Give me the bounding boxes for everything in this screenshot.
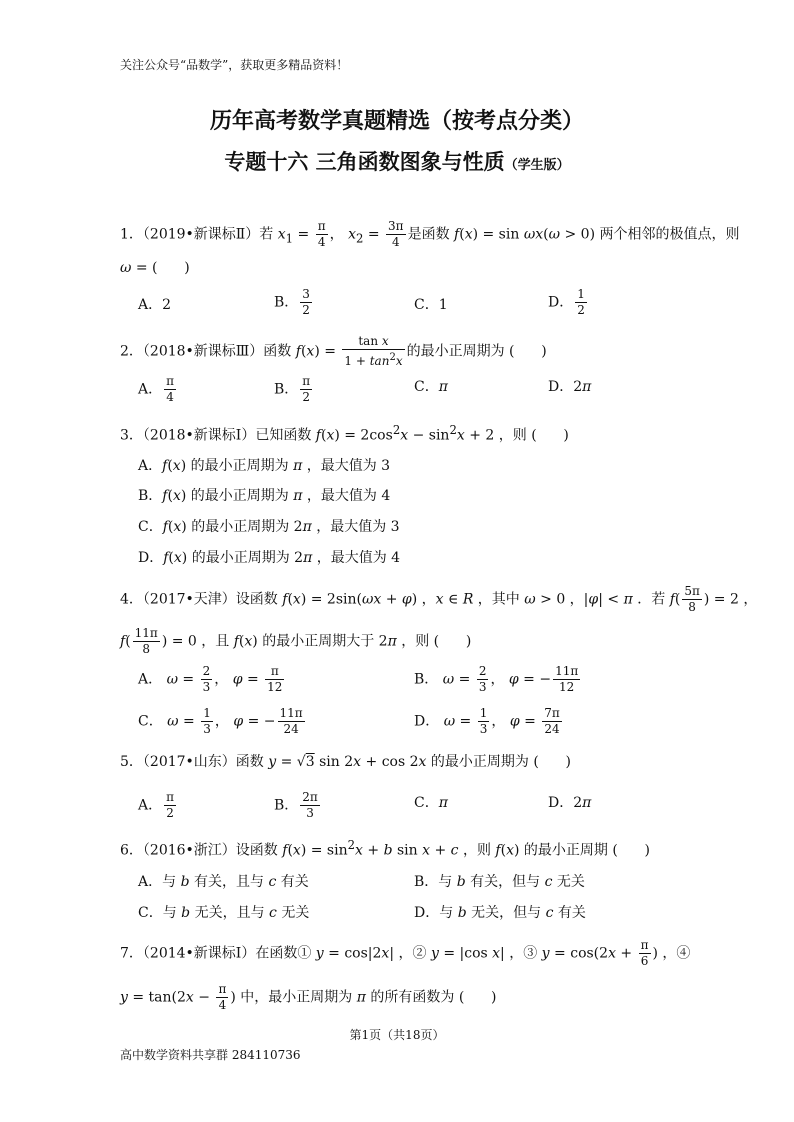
q2-option-c: C．π: [414, 379, 448, 395]
subtitle-tag: （学生版）: [504, 158, 570, 173]
q3-option-d: D．f(x) 的最小正周期为 2π ，最大值为 4: [138, 550, 401, 566]
q6-option-c: C．与 b 无关，且与 c 无关: [138, 905, 310, 921]
q6-option-d: D．与 b 无关，但与 c 有关: [414, 905, 586, 921]
header-note: 关注公众号“品数学”，获取更多精品资料！: [120, 58, 349, 72]
q1-option-c: C．1: [414, 297, 448, 313]
q6-option-b: B．与 b 有关，但与 c 无关: [414, 874, 585, 890]
q1-option-d: D． $\frac{1}{2}$: [548, 287, 585, 317]
subtitle-text: 专题十六 三角函数图象与性质: [224, 150, 505, 174]
page-number: 第1页（共18页）: [349, 1028, 445, 1042]
question-1-stem-cont: ω = ( ): [120, 260, 190, 276]
q2-option-a: A． $\frac{\pi}{4}$: [138, 374, 175, 404]
question-6-stem: 6．（2016•浙江）设函数 $f(x) = \sin^2x + b$ sin x + c ，则 f(x) 的最小正周期 ( ): [120, 838, 650, 859]
q2-option-b: B． $\frac{\pi}{2}$: [274, 374, 311, 404]
q6-option-a: A．与 b 有关，且与 c 有关: [138, 874, 309, 890]
q4-option-b: B． ω = $\frac{2}{3}$ ， φ = − $\frac{11\pi}{12}$: [414, 664, 579, 694]
question-4-stem: 4．（2017•天津）设函数 f(x) = 2sin(ωx + φ) ，x ∈ R ，其中 ω > 0 ，|φ| < π ．若 f( $\frac{5\pi}{8}$ ) = 2 ，: [120, 584, 758, 614]
q4-option-d: D． ω = $\frac{1}{3}$ ， φ = $\frac{7\pi}{24}$: [414, 706, 560, 736]
q3-option-c: C．f(x) 的最小正周期为 2π ，最大值为 3: [138, 519, 400, 535]
document-subtitle: [0, 146, 794, 176]
q5-option-d: D．2π: [548, 795, 592, 811]
question-4-stem-cont: f( $\frac{11\pi}{8}$ ) = 0 ，且 f(x) 的最小正周期大于 2π ，则 ( ): [120, 626, 472, 656]
q2-option-d: D．2π: [548, 379, 592, 395]
q5-option-a: A． $\frac{\pi}{2}$: [138, 790, 175, 820]
question-7-stem-cont: y = tan(2x − $\frac{\pi}{4}$ ) 中，最小正周期为 π 的所有函数为 ( ): [120, 982, 497, 1012]
q4-option-c: C． ω = $\frac{1}{3}$ ， φ = − $\frac{11\pi}{24}$: [138, 706, 303, 736]
question-2-stem: 2．（2018•新课标Ⅲ）函数 f(x) = $\frac{\text{tan x}}{1 + \tan^2x}$ 的最小正周期为 ( ): [120, 334, 547, 368]
q3-option-b: B．f(x) 的最小正周期为 π ，最大值为 4: [138, 488, 391, 504]
q4-option-a: A． ω = $\frac{2}{3}$ ， φ = $\frac{\pi}{12}$: [138, 664, 283, 694]
footer-group: 高中数学资料共享群 284110736: [120, 1048, 301, 1062]
question-7-stem: 7．（2014•新课标Ⅰ）在函数① y = cos|2x| ，② y = |cos x| ，③ y = cos(2x + $\frac{\pi}{6}$ ) ，④: [120, 938, 691, 968]
q1-option-b: B． $\frac{3}{2}$: [274, 287, 310, 317]
q5-option-b: B． $\frac{2\pi}{3}$: [274, 790, 318, 820]
q3-option-a: A．f(x) 的最小正周期为 π ，最大值为 3: [138, 458, 391, 474]
document-title: 历年高考数学真题精选（按考点分类）: [209, 108, 584, 134]
q5-option-c: C．π: [414, 795, 448, 811]
question-3-stem: 3．（2018•新课标Ⅰ）已知函数 $f(x) = 2\cos^2x - \sin^2x + 2$ ，则 ( ): [120, 423, 569, 444]
question-5-stem: 5．（2017•山东）函数 y = √3 sin 2x + cos 2x 的最小正周期为 ( ): [120, 754, 571, 770]
question-1-stem: 1．（2019•新课标Ⅱ）若 $x_1$ = $\frac{\pi}{4}$ ， $x_2$ = $\frac{3\pi}{4}$ 是函数 f(x) = sin ωx(ω > 0) 两个相邻的极值点，则: [120, 219, 740, 249]
q1-option-a: A．2: [138, 297, 172, 313]
